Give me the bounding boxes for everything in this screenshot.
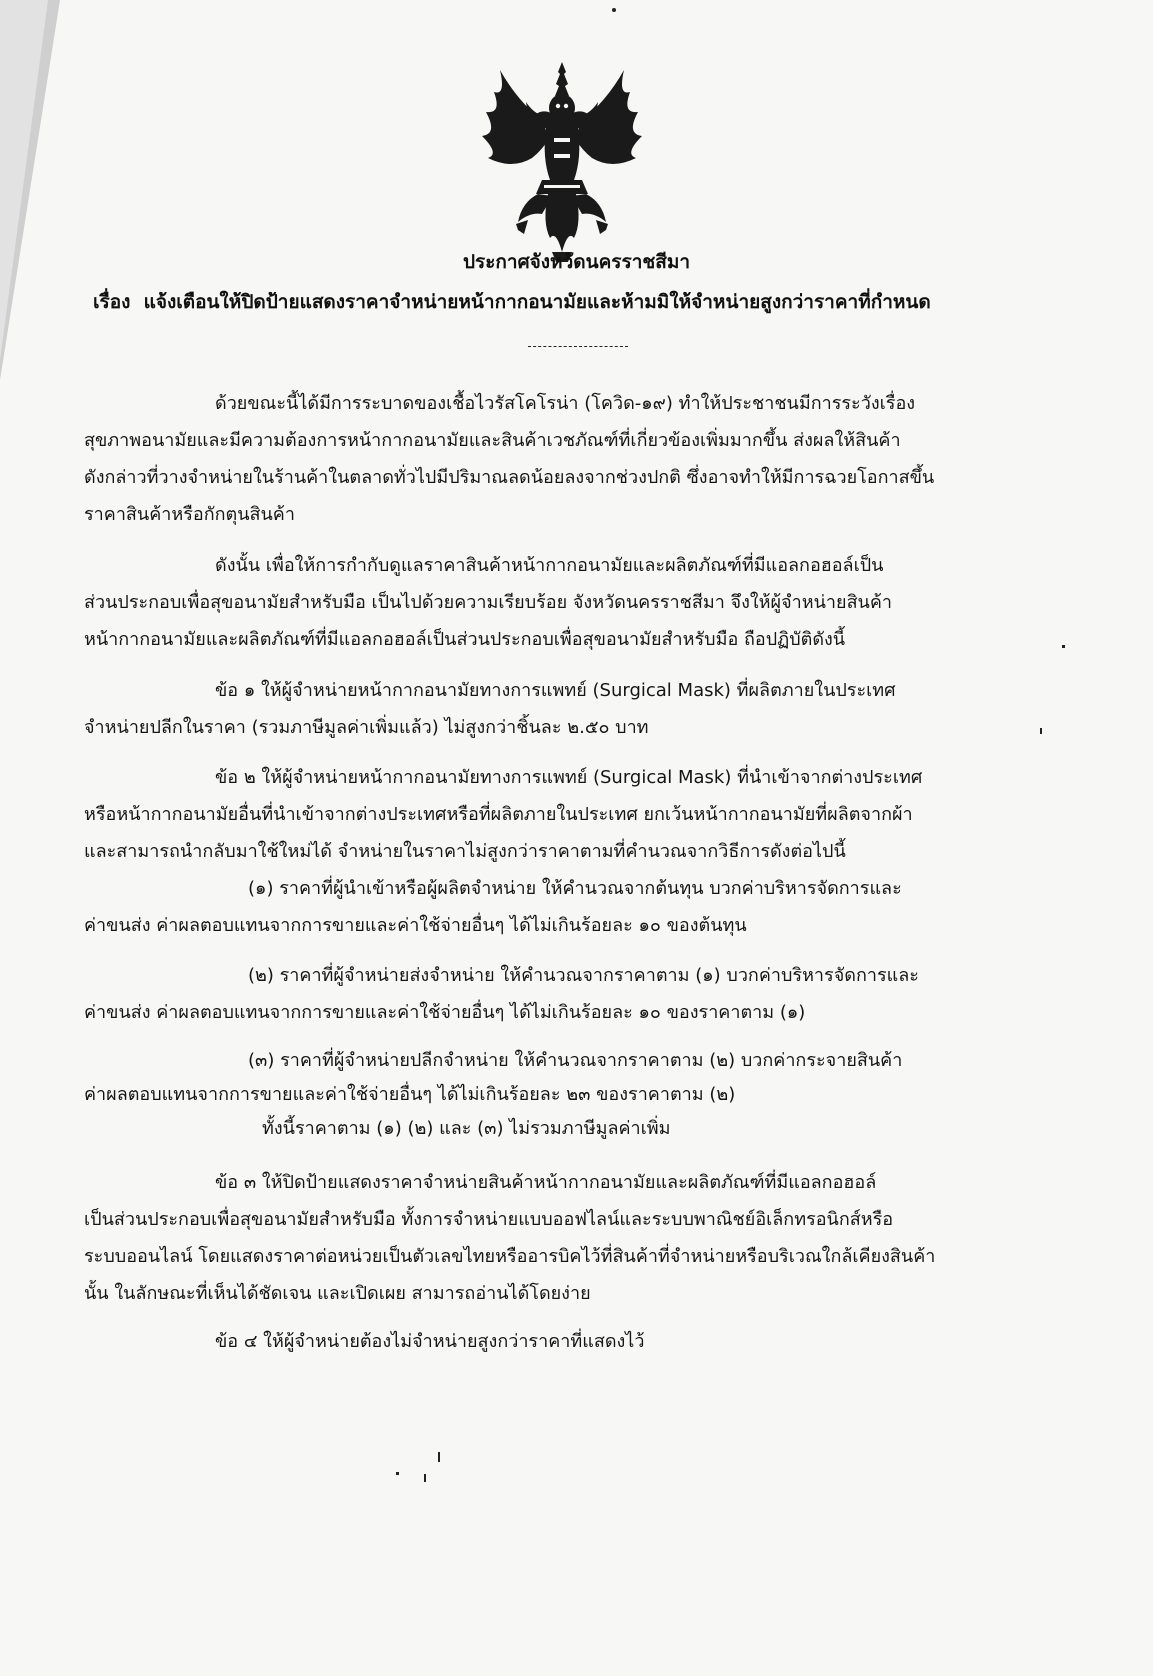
body-line: จำหน่ายปลีกในราคา (รวมภาษีมูลค่าเพิ่มแล้ว) ไม่สูงกว่าชิ้นละ ๒.๕๐ บาท (84, 717, 649, 738)
page-fold-highlight (0, 0, 48, 360)
body-line: ดังนั้น เพื่อให้การกำกับดูแลราคาสินค้าหน้ากากอนามัยและผลิตภัณฑ์ที่มีแอลกอฮอล์เป็น (215, 555, 884, 576)
body-line: หน้ากากอนามัยและผลิตภัณฑ์ที่มีแอลกอฮอล์เป็นส่วนประกอบเพื่อสุขอนามัยสำหรับมือ ถือปฏิบัติดังนี้ (84, 629, 846, 650)
body-line: เป็นส่วนประกอบเพื่อสุขอนามัยสำหรับมือ ทั้งการจำหน่ายแบบออฟไลน์และระบบพาณิชย์อิเล็กทรอนิกส์หรือ (84, 1209, 894, 1230)
body-line: (๑) ราคาที่ผู้นำเข้าหรือผู้ผลิตจำหน่าย ให้คำนวณจากต้นทุน บวกค่าบริหารจัดการและ (248, 878, 902, 899)
body-line: ข้อ ๓ ให้ปิดป้ายแสดงราคาจำหน่ายสินค้าหน้ากากอนามัยและผลิตภัณฑ์ที่มีแอลกอฮอล์ (215, 1172, 877, 1193)
scan-speck (424, 1474, 426, 1482)
body-line: นั้น ในลักษณะที่เห็นได้ชัดเจน และเปิดเผย สามารถอ่านได้โดยง่าย (84, 1283, 591, 1304)
title-separator (528, 346, 628, 347)
body-line: ส่วนประกอบเพื่อสุขอนามัยสำหรับมือ เป็นไปด้วยความเรียบร้อย จังหวัดนครราชสีมา จึงให้ผู้จำหน่ายสินค้า (84, 592, 893, 613)
scan-speck (438, 1452, 440, 1462)
body-line: (๒) ราคาที่ผู้จำหน่ายส่งจำหน่าย ให้คำนวณจากราคาตาม (๑) บวกค่าบริหารจัดการและ (248, 965, 919, 986)
body-line: หรือหน้ากากอนามัยอื่นที่นำเข้าจากต่างประเทศหรือที่ผลิตภายในประเทศ ยกเว้นหน้ากากอนามัยที่ผลิตจากผ้า (84, 804, 913, 825)
body-line: (๓) ราคาที่ผู้จำหน่ายปลีกจำหน่าย ให้คำนวณจากราคาตาม (๒) บวกค่ากระจายสินค้า (248, 1050, 903, 1071)
body-line: ข้อ ๔ ให้ผู้จำหน่ายต้องไม่จำหน่ายสูงกว่าราคาที่แสดงไว้ (215, 1331, 645, 1352)
announcement-subject-line (93, 287, 931, 317)
body-line: ระบบออนไลน์ โดยแสดงราคาต่อหน่วยเป็นตัวเลขไทยหรืออารบิคไว้ที่สินค้าที่จำหน่ายหรือบริเวณใกล้เคียงสินค้า (84, 1246, 936, 1267)
scan-speck (612, 8, 616, 12)
scan-speck (1062, 645, 1065, 648)
body-line: ข้อ ๑ ให้ผู้จำหน่ายหน้ากากอนามัยทางการแพทย์ (Surgical Mask) ที่ผลิตภายในประเทศ (215, 680, 896, 701)
subject-label: เรื่อง (93, 291, 131, 313)
announcement-title: ประกาศจังหวัดนครราชสีมา (462, 251, 691, 273)
body-line: ด้วยขณะนี้ได้มีการระบาดของเชื้อไวรัสโคโรน่า (โควิด-๑๙) ทำให้ประชาชนมีการระวังเรื่อง (215, 393, 916, 414)
scan-speck (1040, 728, 1042, 734)
scan-speck (396, 1472, 399, 1475)
subject-text: แจ้งเตือนให้ปิดป้ายแสดงราคาจำหน่ายหน้ากากอนามัยและห้ามมิให้จำหน่ายสูงกว่าราคาที่กำหนด (143, 291, 931, 313)
body-line: ค่าผลตอบแทนจากการขายและค่าใช้จ่ายอื่นๆ ได้ไม่เกินร้อยละ ๒๓ ของราคาตาม (๒) (84, 1084, 736, 1105)
body-line: ทั้งนี้ราคาตาม (๑) (๒) และ (๓) ไม่รวมภาษีมูลค่าเพิ่ม (262, 1118, 671, 1139)
body-line: ค่าขนส่ง ค่าผลตอบแทนจากการขายและค่าใช้จ่ายอื่นๆ ได้ไม่เกินร้อยละ ๑๐ ของต้นทุน (84, 915, 747, 936)
body-line: ราคาสินค้าหรือกักตุนสินค้า (84, 504, 295, 525)
body-line: ค่าขนส่ง ค่าผลตอบแทนจากการขายและค่าใช้จ่ายอื่นๆ ได้ไม่เกินร้อยละ ๑๐ ของราคาตาม (๑) (84, 1002, 806, 1023)
body-line: ข้อ ๒ ให้ผู้จำหน่ายหน้ากากอนามัยทางการแพทย์ (Surgical Mask) ที่นำเข้าจากต่างประเทศ (215, 767, 923, 788)
body-line: ดังกล่าวที่วางจำหน่ายในร้านค้าในตลาดทั่วไปมีปริมาณลดน้อยลงจากช่วงปกติ ซึ่งอาจทำให้มีการฉวยโอกาสขึ้น (84, 467, 935, 488)
garuda-emblem-icon (478, 62, 646, 262)
body-line: และสามารถนำกลับมาใช้ใหม่ได้ จำหน่ายในราคาไม่สูงกว่าราคาตามที่คำนวณจากวิธีการดังต่อไปนี้ (84, 841, 846, 862)
body-line: สุขภาพอนามัยและมีความต้องการหน้ากากอนามัยและสินค้าเวชภัณฑ์ที่เกี่ยวข้องเพิ่มมากขึ้น ส่งผลให้สินค้า (84, 430, 901, 451)
